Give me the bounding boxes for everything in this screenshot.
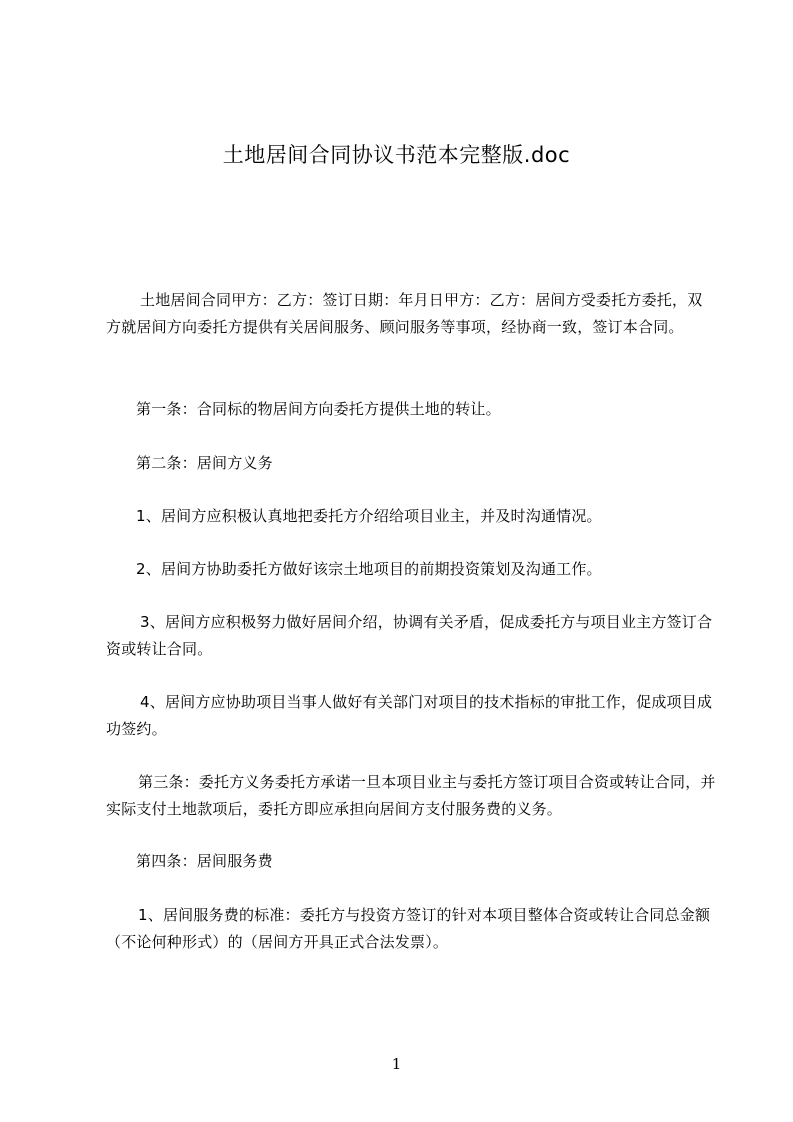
paragraph-article-2-item-4: 4、居间方应协助项目当事人做好有关部门对项目的技术指标的审批工作，促成项目成功签约。 xyxy=(106,693,713,738)
paragraph-article-3: 第三条：委托方义务委托方承诺一旦本项目业主与委托方签订项目合资或转让合同，并实际支付土地款项后，委托方即应承担向居间方支付服务费的义务。 xyxy=(106,773,716,818)
paragraph-article-2-item-1: 1、居间方应积极认真地把委托方介绍给项目业主，并及时沟通情况。 xyxy=(136,507,602,525)
paragraph-article-2-item-3: 3、居间方应积极努力做好居间介绍，协调有关矛盾，促成委托方与项目业主方签订合资或转让合同。 xyxy=(106,613,713,658)
paragraph-article-1: 第一条：合同标的物居间方向委托方提供土地的转让。 xyxy=(136,400,501,418)
paragraph-article-2-heading: 第二条：居间方义务 xyxy=(136,454,273,472)
paragraph-intro: 土地居间合同甲方：乙方：签订日期：年月日甲方：乙方：居间方受委托方委托，双方就居间方向委托方提供有关居间服务、顾问服务等事项，经协商一致，签订本合同。 xyxy=(106,291,703,336)
paragraph-article-4-item-1: 1、居间服务费的标准：委托方与投资方签订的针对本项目整体合资或转让合同总金额（不论何种形式）的（居间方开具正式合法发票）。 xyxy=(106,906,711,951)
page-number: 1 xyxy=(391,1055,402,1073)
paragraph-article-4-heading: 第四条：居间服务费 xyxy=(136,852,273,870)
paragraph-article-2-item-2: 2、居间方协助委托方做好该宗土地项目的前期投资策划及沟通工作。 xyxy=(136,560,602,578)
document-title: 土地居间合同协议书范本完整版.doc xyxy=(222,143,571,167)
